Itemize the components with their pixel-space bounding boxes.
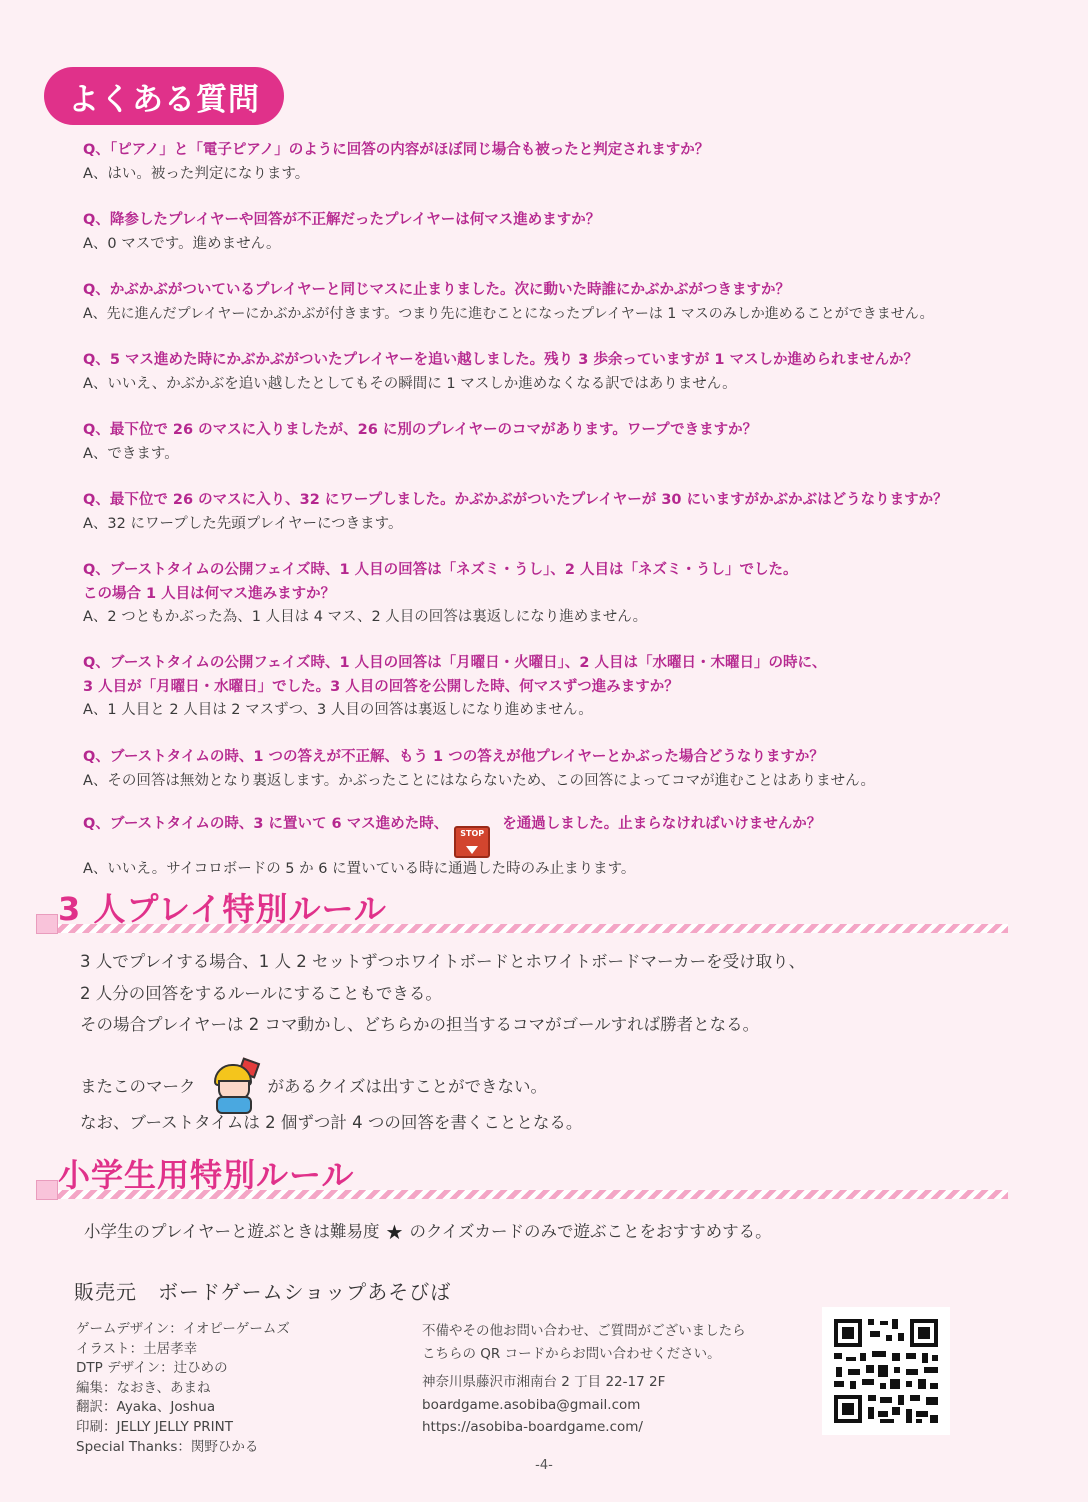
credit-line: 印刷：JELLY JELLY PRINT (76, 1418, 233, 1435)
answer: A、先に進んだプレイヤーにかぶかぶが付きます。つまり先に進むことになったプレイヤーは 1 マスのみしか進めることができません。 (83, 305, 934, 322)
question: Q、ブーストタイムの公開フェイズ時、1 人目の回答は「月曜日・火曜日」、2 人目は「水曜日・木曜日」の時に、 (83, 655, 827, 671)
question (83, 813, 821, 858)
answer: A、できます。 (83, 445, 179, 462)
section-elementary (36, 1150, 1011, 1206)
cube-icon (36, 1180, 58, 1200)
faq-item (83, 813, 821, 882)
rule-text (84, 1218, 772, 1244)
mascot-mark-icon (206, 1060, 258, 1110)
section-three-player (36, 884, 1011, 940)
faq-item (83, 139, 709, 186)
faq-item (83, 652, 827, 723)
address: 神奈川県藤沢市湘南台 2 丁目 22-17 2F (422, 1374, 666, 1390)
question-continued: 3 人目が「月曜日・水曜日」でした。3 人目の回答を公開した時、何マスずつ進みますか？ (83, 678, 679, 695)
rule-text: なお、ブーストタイムは 2 個ずつ計 4 つの回答を書くこととなる。 (80, 1113, 583, 1132)
question: Q、「ピアノ」と「電子ピアノ」のように回答の内容がほぼ同じ場合も被ったと判定されますか？ (83, 142, 710, 158)
faq-item (83, 489, 948, 536)
question: Q、かぶかぶがついているプレイヤーと同じマスに止まりました。次に動いた時誰にかぶかぶがつきますか？ (83, 282, 791, 298)
credits (76, 1320, 290, 1457)
section-title: 小学生用特別ルール (58, 1156, 355, 1194)
website-url: https://asobiba-boardgame.com/ (422, 1419, 643, 1435)
question: Q、最下位で 26 のマスに入りましたが、26 に別のプレイヤーのコマがあります。ワープできますか？ (83, 422, 758, 438)
page-number: -4- (535, 1458, 553, 1473)
contact-line: こちらの QR コードからお問い合わせください。 (422, 1345, 721, 1362)
qr-code-icon (822, 1307, 950, 1435)
down-arrow-icon (466, 846, 478, 854)
faq-item (83, 419, 757, 466)
faq-item (83, 349, 918, 396)
contact-info (422, 1320, 746, 1439)
answer: A、0 マスです。進めません。 (83, 235, 281, 252)
faq-item (83, 746, 875, 793)
question: Q、ブーストタイムの時、1 つの答えが不正解、もう 1 つの答えが他プレイヤーとかぶった場合どうなりますか？ (83, 749, 824, 765)
credit-line: DTP デザイン：辻ひめの (76, 1360, 228, 1377)
credit-line: イラスト：土居孝幸 (76, 1340, 198, 1357)
credit-line: ゲームデザイン：イオピーゲームズ (76, 1321, 290, 1337)
rule-text-part: があるクイズは出すことができない。 (267, 1077, 548, 1096)
answer: A、2 つともかぶった為、1 人目は 4 マス、2 人目の回答は裏返しになり進めません。 (83, 609, 648, 625)
rule-text (80, 1060, 547, 1110)
rule-text: その場合プレイヤーは 2 コマ動かし、どちらかの担当するコマがゴールすれば勝者となる。 (80, 1015, 760, 1034)
answer: A、1 人目と 2 人目は 2 マスずつ、3 人目の回答は裏返しになり進めません。 (83, 702, 593, 718)
credit-line: Special Thanks：関野ひかる (76, 1438, 259, 1455)
answer: A、その回答は無効となり裏返します。かぶったことにはならないため、この回答によってコマが進むことはありません。 (83, 772, 876, 789)
email: boardgame.asobiba@gmail.com (422, 1396, 641, 1413)
rule-text-part: 小学生のプレイヤーと遊ぶときは難易度 (84, 1222, 380, 1241)
question-continued: この場合 1 人目は何マス進みますか？ (83, 585, 336, 602)
faq-heading: よくある質問 (44, 67, 284, 125)
contact-line: 不備やその他お問い合わせ、ご質問がございましたら (422, 1323, 746, 1339)
publisher: 販売元 ボードゲームショップあそびば (74, 1280, 452, 1304)
rule-text: 3 人でプレイする場合、1 人 2 セットずつホワイトボードとホワイトボードマーカーを受け取り、 (80, 952, 806, 971)
stop-square-icon (454, 826, 490, 858)
question-part: を通過しました。止まらなければいけませんか？ (502, 816, 822, 832)
faq-item (83, 279, 934, 326)
answer: A、はい。被った判定になります。 (83, 165, 310, 182)
answer: A、いいえ。サイコロボードの 5 か 6 に置いている時に通過した時のみ止まります。 (83, 861, 636, 877)
rule-text-part: のクイズカードのみで遊ぶことをおすすめする。 (409, 1222, 772, 1241)
rule-text: 2 人分の回答をするルールにすることもできる。 (80, 984, 442, 1003)
stop-icon-label: STOP (460, 829, 485, 838)
question: Q、降参したプレイヤーや回答が不正解だったプレイヤーは何マス進めますか？ (83, 212, 601, 228)
question: Q、ブーストタイムの公開フェイズ時、1 人目の回答は「ネズミ・うし」、2 人目は「ネズミ・うし」でした。 (83, 562, 798, 578)
rule-text-part: またこのマーク (80, 1077, 196, 1096)
section-title: 3 人プレイ特別ルール (58, 890, 387, 928)
answer: A、32 にワープした先頭プレイヤーにつきます。 (83, 515, 403, 532)
credit-line: 編集：なおき、あまね (76, 1379, 211, 1396)
question: Q、5 マス進めた時にかぶかぶがついたプレイヤーを追い越しました。残り 3 歩余っていますが 1 マスしか進められませんか？ (83, 352, 919, 368)
faq-item (83, 559, 798, 630)
star-icon: ★ (385, 1220, 404, 1244)
faq-item (83, 209, 600, 256)
answer: A、いいえ、かぶかぶを追い越したとしてもその瞬間に 1 マスしか進めなくなる訳ではありません。 (83, 375, 737, 392)
question-part: Q、ブーストタイムの時、3 に置いて 6 マス進めた時、 (83, 816, 449, 832)
credit-line: 翻訳：Ayaka、Joshua (76, 1399, 216, 1416)
question: Q、最下位で 26 のマスに入り、32 にワープしました。かぶかぶがついたプレイヤーが 30 にいますがかぶかぶはどうなりますか？ (83, 492, 948, 508)
cube-icon (36, 914, 58, 934)
